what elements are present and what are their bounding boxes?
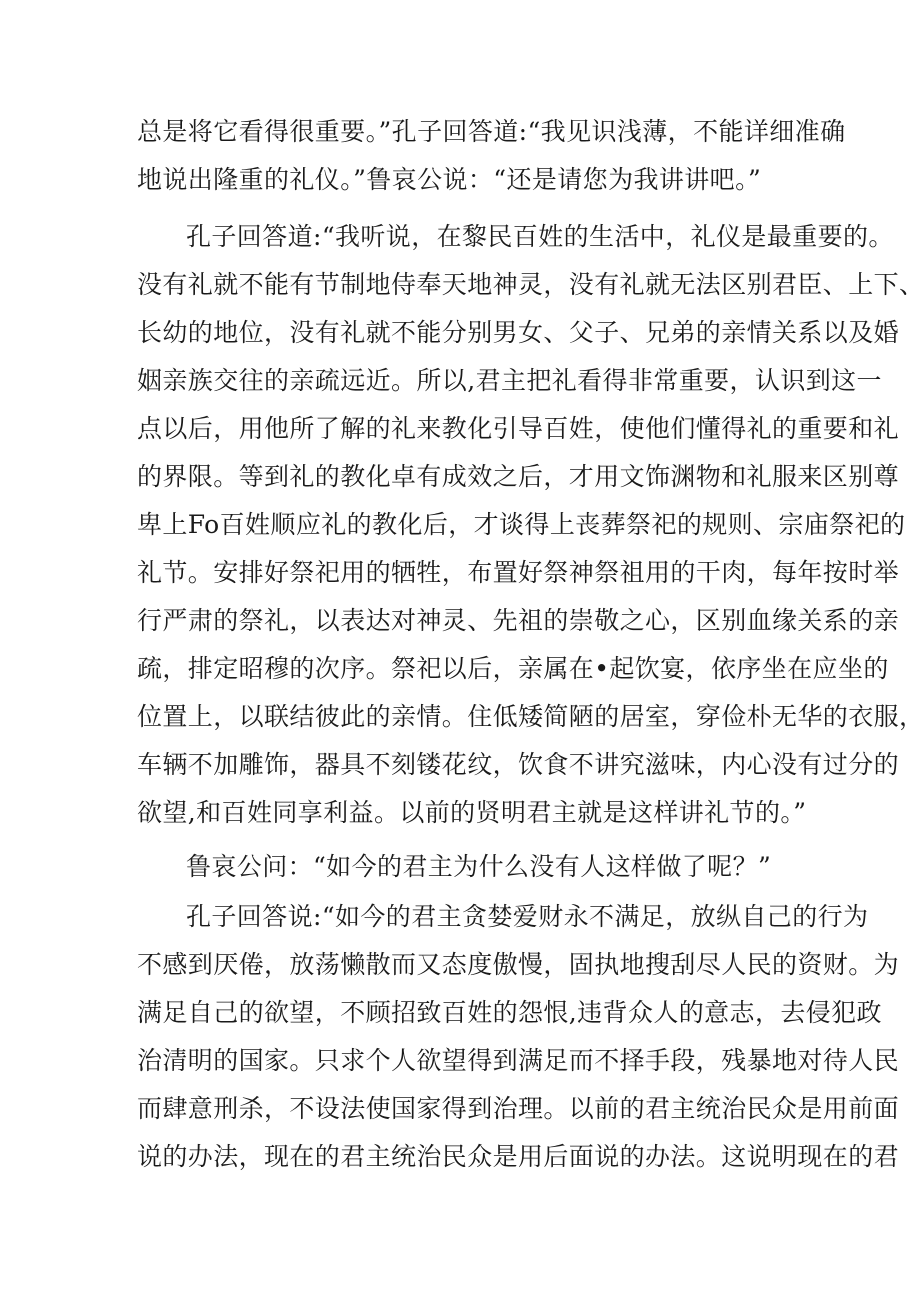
paragraph-start-line: 鲁哀公问：“如今的君主为什么没有人这样做了呢？” bbox=[186, 852, 772, 881]
text-line: 疏，排定昭穆的次序。祭祀以后，亲属在•起饮宴，依序坐在应坐的 bbox=[137, 654, 889, 683]
text-line: 卑上Fo百姓顺应礼的教化后，才谈得上丧葬祭祀的规则、宗庙祭祀的 bbox=[137, 510, 906, 539]
text-line: 不感到厌倦，放荡懒散而又态度傲慢，固执地搜刮尽人民的资财。为 bbox=[137, 950, 900, 979]
text-line: 地说出隆重的礼仪。”鲁哀公说：“还是请您为我讲讲吧。” bbox=[137, 165, 762, 194]
text-line: 总是将它看得很重要。”孔子回答道:“我见识浅薄，不能详细准确 bbox=[137, 117, 846, 146]
text-line: 点以后，用他所了解的礼来教化引导百姓，使他们懂得礼的重要和礼 bbox=[137, 414, 900, 443]
text-line: 车辆不加雕饰，器具不刻镂花纹，饮食不讲究滋味，内心没有过分的 bbox=[137, 750, 900, 779]
text-line: 治清明的国家。只求个人欲望得到满足而不择手段，残暴地对待人民 bbox=[137, 1046, 900, 1075]
text-line: 位置上，以联结彼此的亲情。住低矮简陋的居室，穿俭朴无华的衣服， bbox=[137, 702, 924, 731]
text-line: 没有礼就不能有节制地侍奉天地神灵，没有礼就无法区别君臣、上下、 bbox=[137, 270, 924, 299]
paragraph-start-line: 孔子回答道:“我听说，在黎民百姓的生活中，礼仪是最重要的。 bbox=[186, 222, 894, 251]
text-line: 姻亲族交往的亲疏远近。所以,君主把礼看得非常重要，认识到这一 bbox=[137, 366, 882, 395]
text-line: 长幼的地位，没有礼就不能分别男女、父子、兄弟的亲情关系以及婚 bbox=[137, 318, 900, 347]
text-line: 礼节。安排好祭祀用的牺牲，布置好祭神祭祖用的干肉，每年按时举 bbox=[137, 558, 900, 587]
text-line: 行严肃的祭礼，以表达对神灵、先祖的崇敬之心，区别血缘关系的亲 bbox=[137, 606, 900, 635]
text-line: 说的办法，现在的君主统治民众是用后面说的办法。这说明现在的君 bbox=[137, 1142, 900, 1171]
paragraph-start-line: 孔子回答说:“如今的君主贪婪爱财永不满足，放纵自己的行为 bbox=[186, 902, 869, 931]
text-line: 满足自己的欲望，不顾招致百姓的怨恨,违背众人的意志，去侵犯政 bbox=[137, 998, 882, 1027]
text-line: 的界限。等到礼的教化卓有成效之后，才用文饰渊物和礼服来区别尊 bbox=[137, 462, 900, 491]
text-line: 欲望,和百姓同享利益。以前的贤明君主就是这样讲礼节的。” bbox=[137, 798, 807, 827]
text-line: 而肆意刑杀，不设法使国家得到治理。以前的君主统治民众是用前面 bbox=[137, 1094, 900, 1123]
